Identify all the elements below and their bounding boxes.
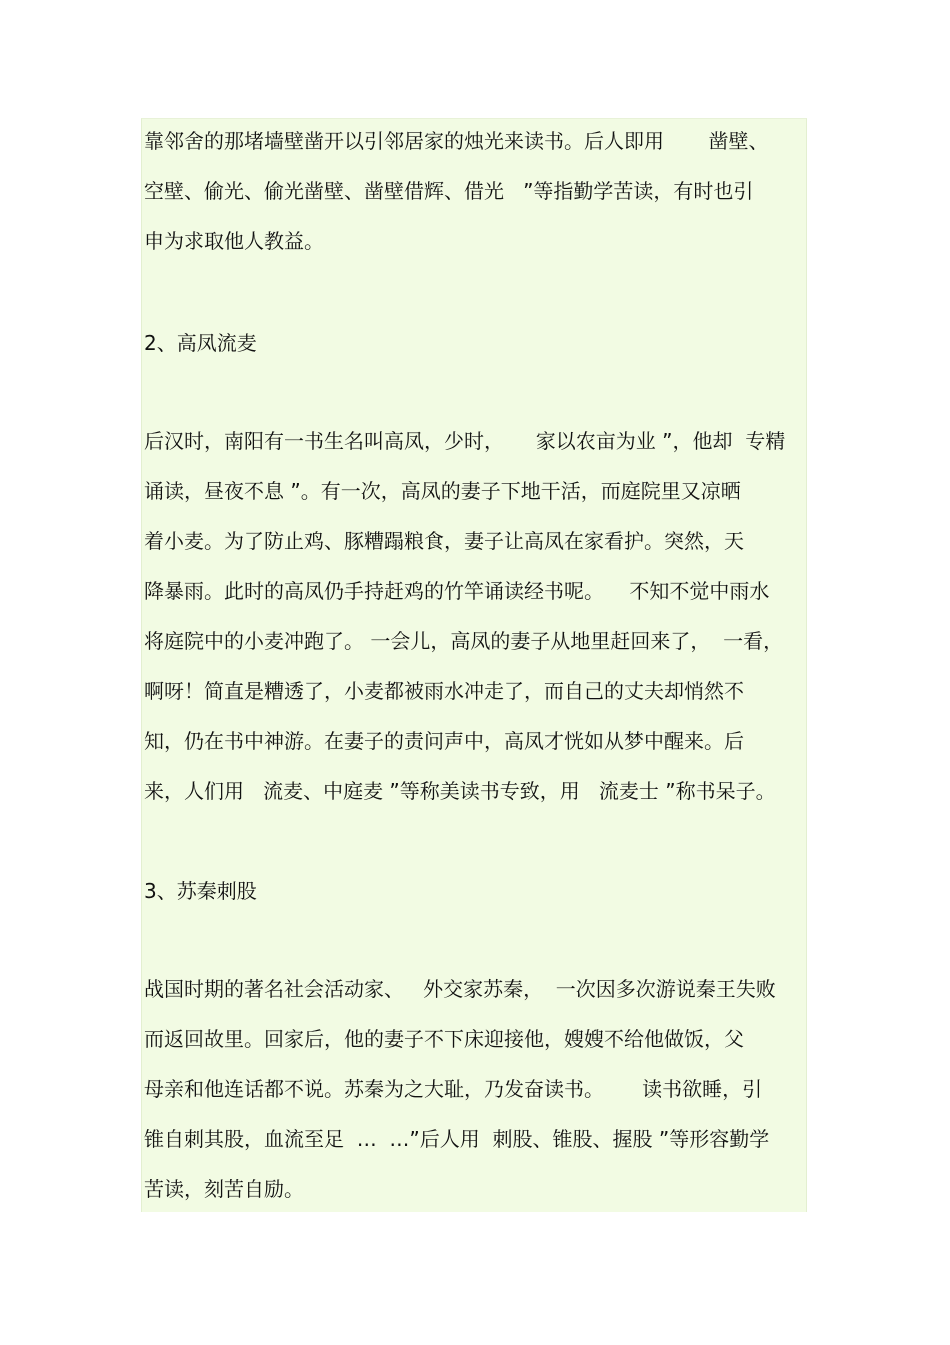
text-line: 知，仍在书中神游。在妻子的责问声中，高凤才恍如从梦中醒来。后	[144, 729, 744, 753]
section-heading: 3、苏秦刺股	[144, 879, 257, 903]
text-line: 战国时期的著名社会活动家、 外交家苏秦， 一次因多次游说秦王失败	[144, 977, 776, 1001]
text-line: 着小麦。为了防止鸡、豚糟蹋粮食，妻子让高凤在家看护。突然，天	[144, 529, 744, 553]
text-line: 申为求取他人教益。	[144, 229, 324, 253]
text-line: 啊呀！简直是糟透了，小麦都被雨水冲走了，而自己的丈夫却悄然不	[144, 679, 744, 703]
text-line: 后汉时，南阳有一书生名叫高凤，少时， 家以农亩为业 ”，他却 专精	[144, 429, 786, 453]
text-line: 将庭院中的小麦冲跑了。 一会儿，高凤的妻子从地里赶回来了， 一看，	[144, 629, 784, 653]
text-line: 来，人们用 流麦、中庭麦 ”等称美读书专致，用 流麦士 ”称书呆子。	[144, 779, 776, 803]
text-line: 降暴雨。此时的高凤仍手持赶鸡的竹竿诵读经书呢。 不知不觉中雨水	[144, 579, 770, 603]
text-line: 母亲和他连话都不说。苏秦为之大耻，乃发奋读书。 读书欲睡，引	[144, 1077, 763, 1101]
text-line: 苦读，刻苦自励。	[144, 1177, 304, 1201]
text-line: 锥自刺其股，血流至足 … …”后人用 刺股、锥股、握股 ”等形容勤学	[144, 1127, 770, 1151]
text-line: 诵读，昼夜不息 ”。有一次，高凤的妻子下地干活，而庭院里又凉晒	[144, 479, 741, 503]
text-line: 靠邻舍的那堵墙壁凿开以引邻居家的烛光来读书。后人即用 凿壁、	[144, 129, 769, 153]
text-line: 空壁、偷光、偷光凿壁、凿壁借辉、借光 ”等指勤学苦读，有时也引	[144, 179, 754, 203]
text-line: 而返回故里。回家后，他的妻子不下床迎接他，嫂嫂不给他做饭，父	[144, 1027, 744, 1051]
section-heading: 2、高凤流麦	[144, 331, 257, 355]
